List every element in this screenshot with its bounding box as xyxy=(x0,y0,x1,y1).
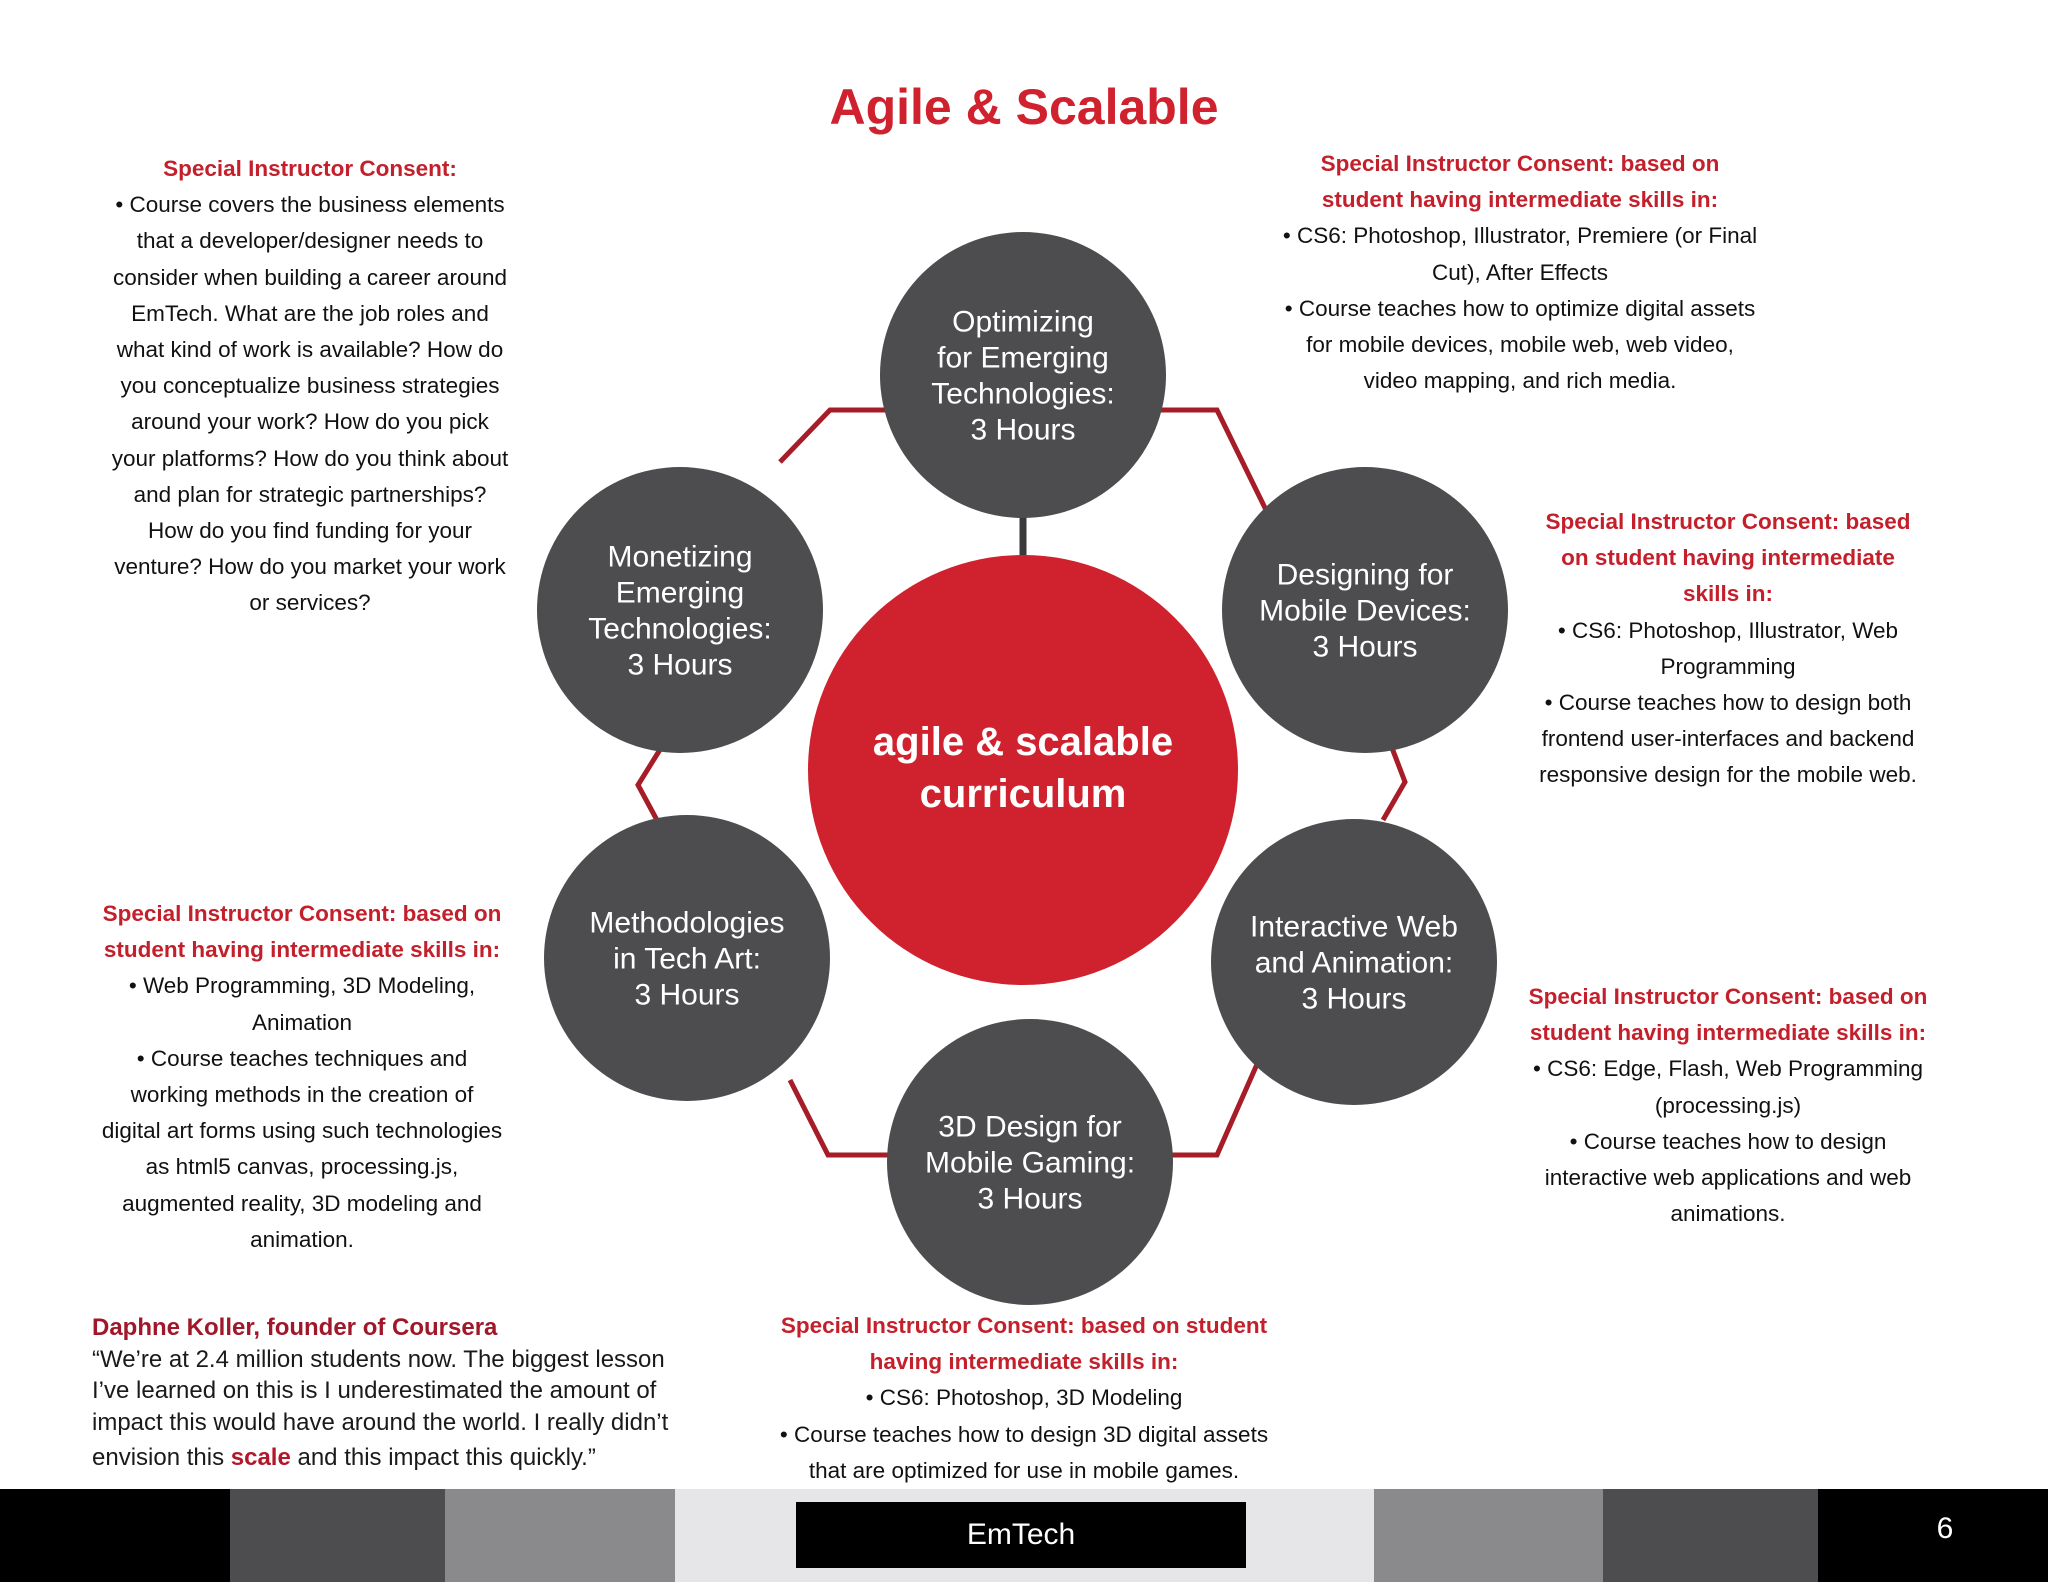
note-designing xyxy=(1518,504,1938,794)
note-line: Animation xyxy=(251,1009,353,1035)
footer-segment xyxy=(1603,1489,1818,1582)
note-line: or services? xyxy=(249,590,371,616)
note-line: you conceptualize business strategies xyxy=(120,373,500,399)
note-line: (processing.js) xyxy=(1654,1092,1802,1118)
node-label-monetizing: Monetizing xyxy=(607,540,753,574)
node-label-3d-design: 3 Hours xyxy=(977,1182,1083,1216)
note-line: around your work? How do you pick xyxy=(131,409,489,435)
connector-left xyxy=(638,748,661,822)
node-label-3d-design: 3D Design for xyxy=(938,1110,1122,1144)
note-line: animations. xyxy=(1670,1201,1786,1227)
node-label-optimizing: Optimizing xyxy=(952,305,1094,339)
note-line: for mobile devices, mobile web, web video, xyxy=(1306,332,1734,358)
note-heading: Special Instructor Consent: based on xyxy=(1320,151,1720,176)
node-label-methodologies: Methodologies xyxy=(589,906,785,940)
note-line: • Course teaches how to design xyxy=(1569,1128,1887,1154)
note-heading: Special Instructor Consent: xyxy=(163,156,457,181)
note-line: animation. xyxy=(250,1226,354,1252)
note-optimizing xyxy=(1240,146,1800,399)
note-line: as html5 canvas, processing.js, xyxy=(145,1154,459,1180)
node-label-optimizing: for Emerging xyxy=(937,341,1109,375)
note-line: and plan for strategic partnerships? xyxy=(133,481,487,507)
note-line: • Course teaches techniques and xyxy=(136,1045,468,1071)
node-label-designing: 3 Hours xyxy=(1312,630,1418,664)
note-line: • CS6: Photoshop, Illustrator, Premiere (or Final xyxy=(1282,223,1758,249)
footer-brand: EmTech xyxy=(796,1502,1246,1568)
node-label-designing: Designing for xyxy=(1276,558,1454,592)
note-line: Cut), After Effects xyxy=(1432,259,1608,285)
note-heading: Special Instructor Consent: based xyxy=(1545,509,1911,534)
note-line: consider when building a career around xyxy=(112,264,507,290)
note-3d-design xyxy=(744,1308,1304,1489)
note-line: • Web Programming, 3D Modeling, xyxy=(128,973,476,999)
note-line: what kind of work is available? How do xyxy=(116,337,504,363)
node-label-optimizing: 3 Hours xyxy=(970,413,1076,447)
quote-line-last xyxy=(92,1442,668,1474)
center-circle xyxy=(808,555,1238,985)
node-label-interactive: 3 Hours xyxy=(1301,982,1407,1016)
node-label-interactive: and Animation: xyxy=(1254,946,1454,980)
note-line: • CS6: Photoshop, 3D Modeling xyxy=(865,1385,1183,1411)
note-line: venture? How do you market your work xyxy=(114,554,506,580)
note-line: that are optimized for use in mobile games. xyxy=(808,1457,1240,1483)
node-monetizing xyxy=(537,467,823,753)
note-heading: Special Instructor Consent: based on xyxy=(1528,984,1928,1009)
note-line: How do you find funding for your xyxy=(148,518,472,544)
quote-line: impact this would have around the world. I really didn’t xyxy=(92,1408,669,1436)
note-line: • Course covers the business elements xyxy=(115,192,505,218)
note-heading: student having intermediate skills in: xyxy=(103,937,501,963)
node-label-methodologies: 3 Hours xyxy=(634,978,740,1012)
node-label-methodologies: in Tech Art: xyxy=(613,942,761,976)
footer-segment xyxy=(230,1489,445,1582)
note-heading: skills in: xyxy=(1682,581,1774,607)
note-heading: student having intermediate skills in: xyxy=(1529,1020,1927,1046)
note-line: EmTech. What are the job roles and xyxy=(131,300,489,326)
node-label-monetizing: Technologies: xyxy=(588,612,772,646)
note-heading: on student having intermediate xyxy=(1561,545,1895,571)
center-label: curriculum xyxy=(919,772,1127,816)
note-heading: Special Instructor Consent: based on student xyxy=(780,1313,1268,1338)
note-line: video mapping, and rich media. xyxy=(1363,368,1677,394)
node-label-designing: Mobile Devices: xyxy=(1259,594,1471,628)
note-line: • Course teaches how to design both xyxy=(1544,690,1912,716)
note-line: your platforms? How do you think about xyxy=(111,445,509,471)
node-label-3d-design: Mobile Gaming: xyxy=(924,1146,1136,1180)
note-heading: student having intermediate skills in: xyxy=(1321,187,1719,213)
quote-author: Daphne Koller, founder of Coursera xyxy=(92,1314,498,1341)
quote-block xyxy=(92,1312,668,1474)
note-line: Programming xyxy=(1660,653,1796,679)
note-heading: having intermediate skills in: xyxy=(869,1349,1179,1375)
quote-line: I’ve learned on this is I underestimated the amount of xyxy=(92,1377,657,1404)
footer-segment xyxy=(0,1489,230,1582)
note-line: • Course teaches how to optimize digital assets xyxy=(1284,295,1756,321)
footer-segment xyxy=(445,1489,675,1582)
node-optimizing xyxy=(880,232,1166,518)
note-monetizing xyxy=(80,151,540,622)
footer-bar xyxy=(0,1489,2048,1582)
node-label-monetizing: 3 Hours xyxy=(627,648,733,682)
note-line: that a developer/designer needs to xyxy=(136,228,484,254)
note-heading: Special Instructor Consent: based on xyxy=(102,901,502,926)
page-title: Agile & Scalable xyxy=(829,79,1219,135)
quote-text: envision this xyxy=(92,1444,231,1471)
note-line: • CS6: Photoshop, Illustrator, Web xyxy=(1557,617,1899,643)
note-interactive xyxy=(1508,979,1948,1232)
note-line: frontend user-interfaces and backend xyxy=(1541,726,1915,752)
note-line: interactive web applications and web xyxy=(1544,1165,1912,1191)
quote-line: “We’re at 2.4 million students now. The biggest lesson xyxy=(92,1345,665,1373)
note-line: digital art forms using such technologies xyxy=(101,1118,503,1144)
node-label-interactive: Interactive Web xyxy=(1250,910,1458,944)
node-label-optimizing: Technologies: xyxy=(931,377,1115,411)
note-line: • CS6: Edge, Flash, Web Programming xyxy=(1532,1056,1924,1082)
note-line: working methods in the creation of xyxy=(130,1082,474,1108)
note-line: augmented reality, 3D modeling and xyxy=(122,1190,482,1216)
center-label: agile & scalable xyxy=(872,720,1174,764)
footer-segment xyxy=(1374,1489,1603,1582)
page-number: 6 xyxy=(1936,1512,1954,1545)
note-methodologies xyxy=(82,896,522,1258)
node-label-monetizing: Emerging xyxy=(615,576,745,610)
quote-text: and this impact this quickly.” xyxy=(290,1444,596,1471)
note-line: responsive design for the mobile web. xyxy=(1539,762,1917,788)
note-line: • Course teaches how to design 3D digital assets xyxy=(779,1421,1269,1447)
quote-emphasis: scale xyxy=(230,1444,291,1471)
